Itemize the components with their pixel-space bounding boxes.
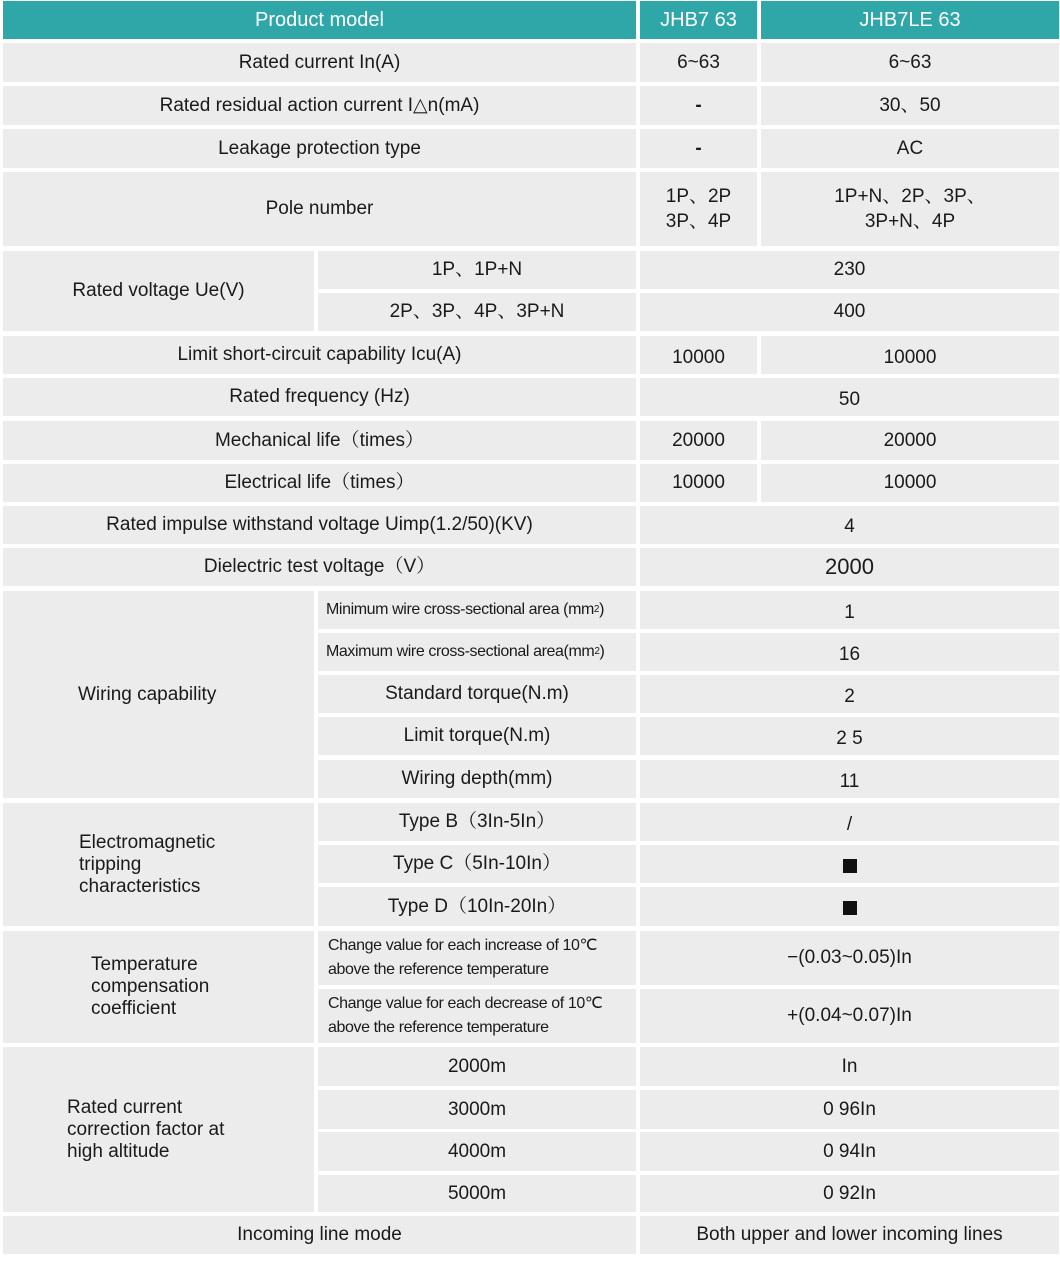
rated-voltage-value-2: 400 xyxy=(640,293,1059,331)
limit-torque-label: Limit torque(N.m) xyxy=(318,717,636,755)
min-wire-area-label xyxy=(318,591,636,629)
frequency-label: Rated frequency (Hz) xyxy=(3,378,636,416)
header-jhb7-63: JHB7 63 xyxy=(640,1,757,39)
pole-number-label: Pole number xyxy=(3,172,636,246)
short-circuit-jhb7: 10000 xyxy=(640,336,757,374)
rated-voltage-label: Rated voltage Ue(V) xyxy=(3,251,314,331)
rated-current-jhb7: 6~63 xyxy=(640,43,757,82)
standard-torque-value: 2 xyxy=(640,675,1059,713)
max-wire-area-label xyxy=(318,633,636,671)
residual-current-jhb7: - xyxy=(640,86,757,125)
temperature-increase-label: Change value for each increase of 10℃ above the reference temperature xyxy=(318,931,636,985)
type-c-value xyxy=(640,845,1059,883)
leakage-type-label: Leakage protection type xyxy=(3,129,636,168)
dielectric-label: Dielectric test voltage（V） xyxy=(3,548,636,586)
tripping-label: Electromagnetic tripping characteristics xyxy=(3,803,314,926)
type-b-value: / xyxy=(640,803,1059,841)
pole-number-jhb7le: 1P+N、2P、3P、 3P+N、4P xyxy=(761,172,1059,246)
type-d-label: Type D（10In-20In） xyxy=(318,887,636,926)
mechanical-life-jhb7: 20000 xyxy=(640,421,757,460)
min-wire-area-value: 1 xyxy=(640,591,1059,629)
altitude-2000-value: In xyxy=(640,1047,1059,1086)
max-wire-area-sup: 2 xyxy=(594,646,600,657)
rated-current-jhb7le: 6~63 xyxy=(761,43,1059,82)
altitude-3000-value: 0 96In xyxy=(640,1090,1059,1129)
impulse-voltage-label: Rated impulse withstand voltage Uimp(1.2/50)(KV) xyxy=(3,506,636,544)
short-circuit-jhb7le: 10000 xyxy=(761,336,1059,374)
temperature-compensation-label: Temperature compensation coefficient xyxy=(3,931,314,1043)
rated-voltage-poles-2: 2P、3P、4P、3P+N xyxy=(318,293,636,331)
standard-torque-label: Standard torque(N.m) xyxy=(318,675,636,713)
mechanical-life-jhb7le: 20000 xyxy=(761,421,1059,460)
mechanical-life-label: Mechanical life（times） xyxy=(3,421,636,460)
type-c-label: Type C（5In-10In） xyxy=(318,845,636,883)
limit-torque-value: 2 5 xyxy=(640,717,1059,755)
altitude-2000-label: 2000m xyxy=(318,1047,636,1086)
electrical-life-jhb7le: 10000 xyxy=(761,464,1059,502)
filled-square-icon xyxy=(843,859,857,873)
altitude-5000-label: 5000m xyxy=(318,1175,636,1212)
altitude-4000-label: 4000m xyxy=(318,1132,636,1171)
residual-current-jhb7le: 30、50 xyxy=(761,86,1059,125)
rated-current-label: Rated current In(A) xyxy=(3,43,636,82)
incoming-line-value: Both upper and lower incoming lines xyxy=(640,1216,1059,1254)
header-product-model: Product model xyxy=(3,1,636,39)
header-jhb7le-63: JHB7LE 63 xyxy=(761,1,1059,39)
residual-current-label: Rated residual action current I△n(mA) xyxy=(3,86,636,125)
altitude-4000-value: 0 94In xyxy=(640,1132,1059,1171)
type-d-value xyxy=(640,887,1059,926)
pole-number-jhb7: 1P、2P 3P、4P xyxy=(640,172,757,246)
altitude-3000-label: 3000m xyxy=(318,1090,636,1129)
temperature-decrease-value: +(0.04~0.07)In xyxy=(640,989,1059,1043)
rated-voltage-poles-1: 1P、1P+N xyxy=(318,251,636,289)
rated-voltage-value-1: 230 xyxy=(640,251,1059,289)
temperature-decrease-label: Change value for each decrease of 10℃ above the reference temperature xyxy=(318,989,636,1043)
leakage-type-jhb7: - xyxy=(640,129,757,168)
altitude-5000-value: 0 92In xyxy=(640,1175,1059,1212)
wiring-capability-label: Wiring capability xyxy=(3,591,314,798)
impulse-voltage-value: 4 xyxy=(640,506,1059,544)
altitude-correction-label: Rated current correction factor at high altitude xyxy=(3,1047,314,1212)
electrical-life-label: Electrical life（times） xyxy=(3,464,636,502)
wiring-depth-value: 11 xyxy=(640,760,1059,798)
frequency-value: 50 xyxy=(640,378,1059,416)
leakage-type-jhb7le: AC xyxy=(761,129,1059,168)
filled-square-icon xyxy=(843,901,857,915)
incoming-line-label: Incoming line mode xyxy=(3,1216,636,1254)
max-wire-area-value: 16 xyxy=(640,633,1059,671)
max-wire-area-text: Maximum wire cross-sectional area(mm xyxy=(326,643,595,660)
wiring-depth-label: Wiring depth(mm) xyxy=(318,760,636,798)
dielectric-value: 2000 xyxy=(640,548,1059,586)
max-wire-area-paren: ) xyxy=(599,643,605,660)
type-b-label: Type B（3In-5In） xyxy=(318,803,636,841)
min-wire-area-text: Minimum wire cross-sectional area (mm xyxy=(326,601,594,618)
temperature-increase-value: −(0.03~0.05)In xyxy=(640,931,1059,985)
min-wire-area-paren: ) xyxy=(599,601,605,618)
short-circuit-label: Limit short-circuit capability Icu(A) xyxy=(3,336,636,374)
electrical-life-jhb7: 10000 xyxy=(640,464,757,502)
min-wire-area-sup: 2 xyxy=(593,604,600,615)
